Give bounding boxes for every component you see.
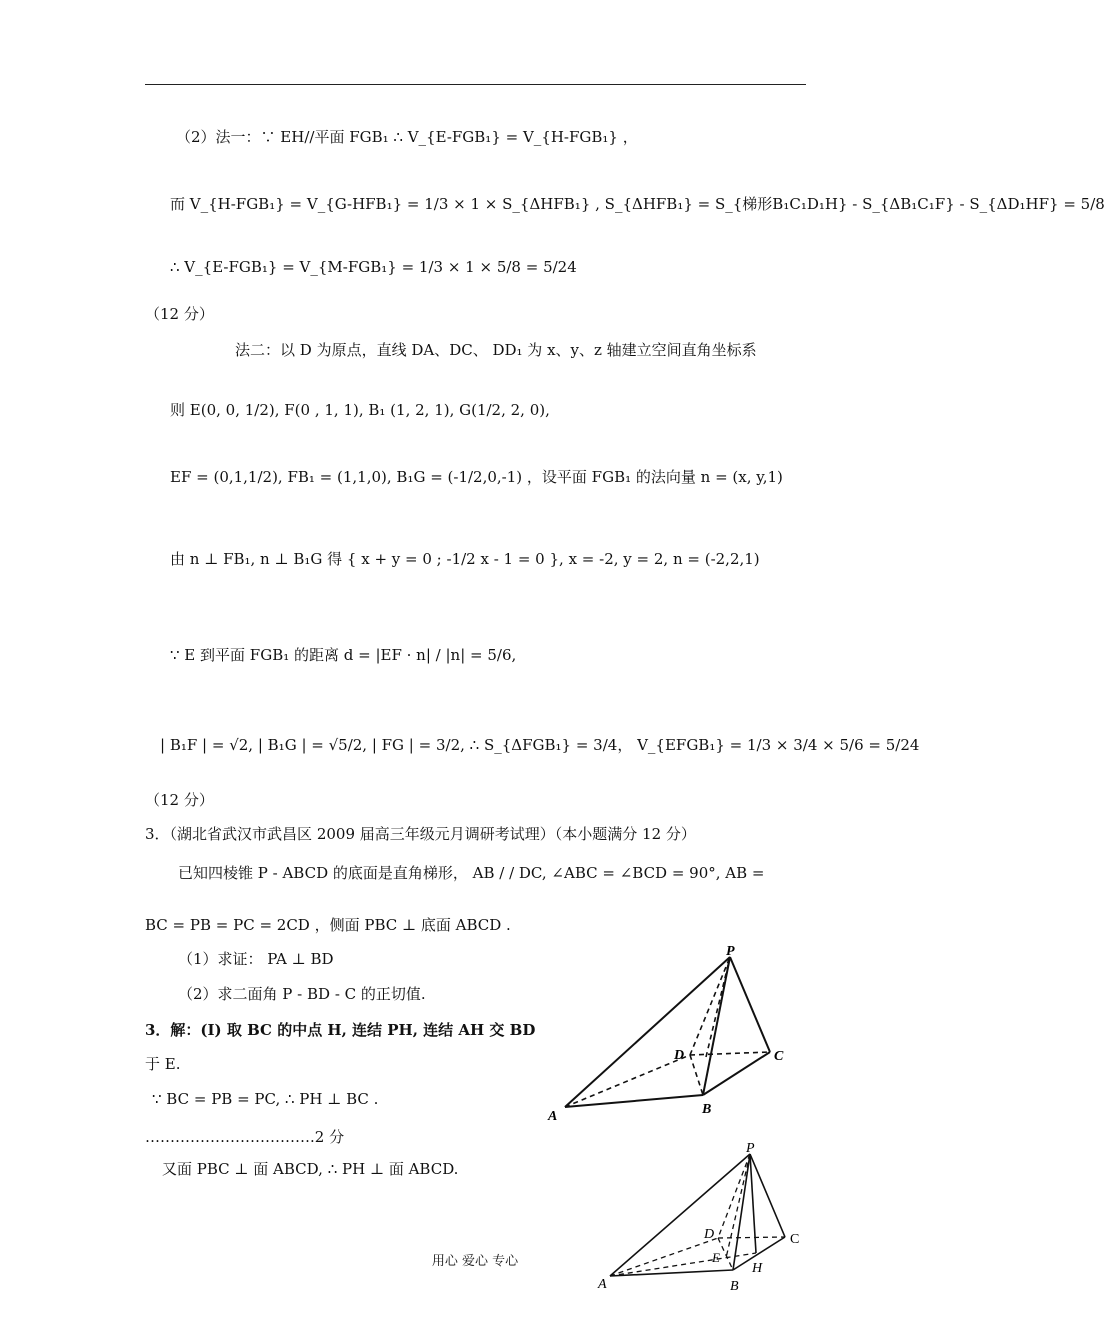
question-3-b [145,918,511,933]
question-3-d-text: （2）求二面角 P - BD - C 的正切值. [178,985,426,1003]
line-6-text: EF = (0,1,1/2), FB₁ = (1,1,0), B₁G = (-1/2,0,-1) ，设平面 FGB₁ 的法向量 n = (x, y,1) [170,468,783,486]
question-3-c-text: （1）求证： PA ⊥ BD [178,950,334,968]
line-3-text: ∴ V_{E-FGB₁} = V_{M-FGB₁} = 1/3 × 1 × 5/8 = 5/24 [170,258,577,276]
line-2-text: 而 V_{H-FGB₁} = V_{G-HFB₁} = 1/3 × 1 × S_{ΔHFB₁} , S_{ΔHFB₁} = S_{梯形B₁C₁D₁H} - S_{ΔB₁C₁F} - S_{ΔD₁HF} = 5/8 [170,195,1105,213]
score-2-text: （12 分） [145,791,214,809]
score-2 [145,793,214,808]
line-4-text: 法二：以 D 为原点，直线 DA、DC、 DD₁ 为 x、y、z 轴建立空间直角坐标系 [235,341,757,359]
fig2-label-A: A [598,1277,607,1292]
line-8-text: ∵ E 到平面 FGB₁ 的距离 d = |EF · n| / |n| = 5/6, [170,646,517,664]
fig1-label-B: B [702,1102,712,1117]
solution-line-2 [145,1057,181,1072]
solution-line-3-text: ∵ BC = PB = PC, ∴ PH ⊥ BC . [152,1090,379,1108]
solution-line-5 [162,1162,458,1177]
line-6 [170,470,783,485]
question-3-title [145,827,696,842]
solution-line-1 [145,1023,535,1038]
line-2 [170,197,1105,212]
fig2-label-B: B [730,1279,739,1294]
line-8 [170,648,516,663]
question-3-c [178,952,334,967]
fig1-label-D: D [674,1048,685,1063]
solution-line-2-text: 于 E. [145,1055,181,1073]
line-9-text: | B₁F | = √2, | B₁G | = √5/2, | FG | = 3/2, ∴ S_{ΔFGB₁} = 3/4， V_{EFGB₁} = 1/3 × 3/4 × 5/6 = 5/24 [160,736,920,754]
page-footer: 用心 爱心 专心 [431,1254,519,1269]
fig1-label-P: P [726,944,735,959]
question-3-a-text: 已知四棱锥 P - ABCD 的底面是直角梯形， AB / / DC, ∠ABC = ∠BCD = 90°, AB = [178,864,765,882]
solution-line-4-text: …………………………….2 分 [145,1128,345,1146]
fig2-label-D: D [704,1227,715,1242]
line-7-text: 由 n ⊥ FB₁, n ⊥ B₁G 得 { x + y = 0 ; -1/2 x - 1 = 0 }, x = -2, y = 2, n = (-2,2,1) [170,550,760,568]
question-3-b-text: BC = PB = PC = 2CD ，侧面 PBC ⊥ 底面 ABCD . [145,916,511,934]
fig2-label-H: H [752,1261,763,1276]
solution-line-4 [145,1130,344,1145]
fig1-label-A: A [548,1109,558,1124]
question-3-d [178,987,426,1002]
pyramid-figure-2 [590,1140,820,1300]
line-1 [176,130,638,145]
line-7 [170,552,760,567]
line-3 [170,260,577,275]
line-9 [160,738,919,753]
score-1-text: （12 分） [145,305,214,323]
solution-line-3 [152,1092,378,1107]
solution-line-5-text: 又面 PBC ⊥ 面 ABCD, ∴ PH ⊥ 面 ABCD. [162,1160,459,1178]
header-rule [145,84,806,85]
score-1 [145,307,214,322]
fig2-label-C: C [790,1232,800,1247]
line-1-text: （2）法一：∵ EH//平面 FGB₁ ∴ V_{E-FGB₁} = V_{H-FGB₁} ， [176,128,638,146]
question-3-a [178,866,765,881]
fig2-label-P: P [746,1141,755,1156]
fig1-label-C: C [774,1049,784,1064]
question-3-title-text: 3．（湖北省武汉市武昌区 2009 届高三年级元月调研考试理）（本小题满分 12 分） [145,825,696,843]
fig2-label-E: E [712,1250,720,1265]
line-5 [170,403,550,418]
pyramid-figure-1 [540,945,800,1135]
solution-line-1-text: 3．解：(Ⅰ) 取 BC 的中点 H, 连结 PH, 连结 AH 交 BD [145,1021,536,1039]
line-5-text: 则 E(0, 0, 1/2), F(0 , 1, 1), B₁ (1, 2, 1), G(1/2, 2, 0), [170,401,550,419]
line-4 [235,343,757,358]
